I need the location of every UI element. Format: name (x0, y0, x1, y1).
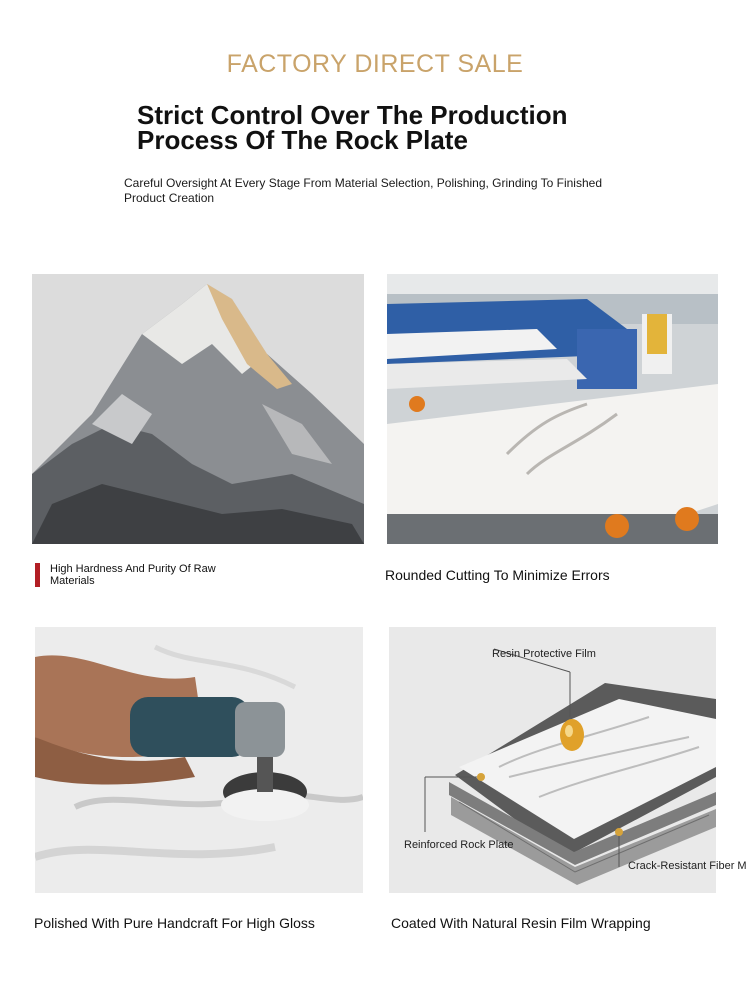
page-headline: Strict Control Over The Production Process Of The Rock Plate (137, 100, 568, 155)
layers-diagram (389, 627, 716, 893)
production-line-image (387, 274, 718, 544)
caption-accent-bar (35, 563, 40, 587)
caption-rounded-cutting: Rounded Cutting To Minimize Errors (385, 567, 610, 583)
page-subheadline: Careful Oversight At Every Stage From Material Selection, Polishing, Grinding To Finished Product Creation (124, 176, 602, 205)
crack-resistant-fiber-label: Crack-Resistant Fiber M (628, 860, 747, 872)
mountain-image (32, 274, 364, 544)
polishing-image (35, 627, 363, 893)
caption-resin-film-wrapping: Coated With Natural Resin Film Wrapping (391, 915, 651, 931)
reinforced-rock-plate-label: Reinforced Rock Plate (404, 839, 514, 851)
caption-handcraft-polishing: Polished With Pure Handcraft For High Gloss (34, 915, 315, 931)
resin-film-label: Resin Protective Film (492, 648, 596, 660)
caption-raw-materials: High Hardness And Purity Of Raw Materials (50, 563, 216, 587)
factory-direct-sale-kicker: FACTORY DIRECT SALE (226, 50, 524, 78)
